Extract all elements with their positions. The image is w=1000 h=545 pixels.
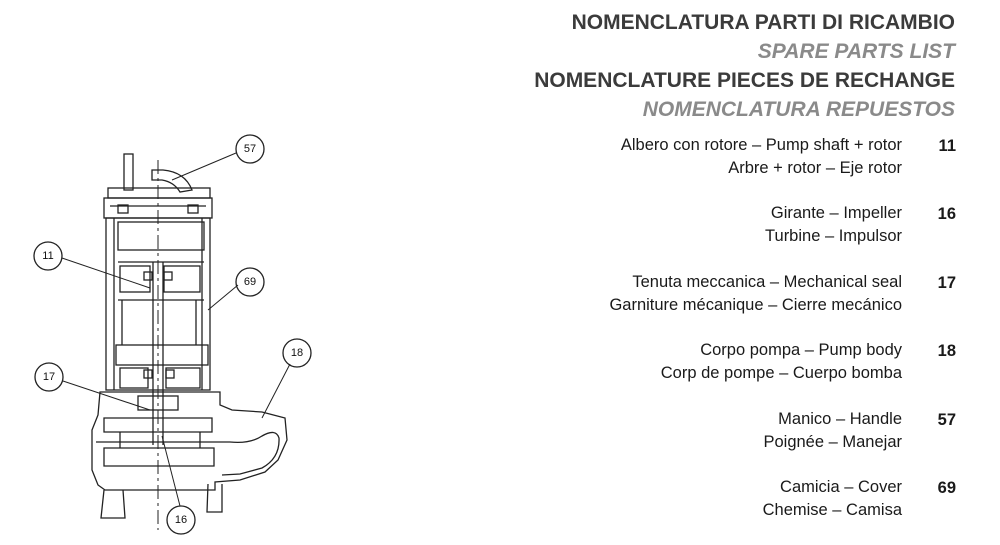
part-description [763, 476, 902, 522]
part-description-line1: Camicia – Cover [780, 477, 902, 496]
part-description-line2: Arbre + rotor – Eje rotor [728, 159, 902, 177]
title-italian: NOMENCLATURA PARTI DI RICAMBIO [571, 11, 955, 34]
part-description-line2: Corp de pompe – Cuerpo bomba [660, 364, 902, 383]
callout-11: 11 [42, 250, 54, 262]
part-description-line1: Manico – Handle [778, 409, 902, 428]
part-description-line2: Poignée – Manejar [763, 432, 902, 451]
part-item [480, 339, 960, 407]
part-description [609, 271, 902, 317]
part-description-line1: Tenuta meccanica – Mechanical seal [632, 272, 902, 291]
callout-57: 57 [243, 143, 257, 155]
parts-list [480, 134, 960, 544]
callout-69: 69 [243, 276, 257, 288]
part-item [480, 408, 960, 476]
callout-18: 18 [290, 347, 304, 359]
part-number: 18 [937, 342, 956, 361]
part-number: 17 [937, 273, 956, 292]
title-spanish: NOMENCLATURA REPUESTOS [642, 98, 955, 121]
part-description-line1: Corpo pompa – Pump body [700, 341, 902, 360]
part-description-line2: Turbine – Impulsor [765, 227, 902, 246]
part-description [661, 339, 902, 385]
title-english: SPARE PARTS LIST [757, 40, 955, 63]
part-description-line2: Chemise – Camisa [762, 500, 902, 519]
callout-16: 16 [174, 514, 188, 526]
pump-cross-section-drawing [0, 0, 330, 545]
part-description [763, 408, 902, 454]
part-number: 57 [937, 410, 956, 429]
title-french: NOMENCLATURE PIECES DE RECHANGE [534, 69, 955, 92]
part-number: 16 [937, 205, 956, 224]
part-item [480, 271, 960, 339]
part-description-line1: Girante – Impeller [770, 204, 902, 223]
part-description-line1: Albero con rotore – Pump shaft + rotor [620, 136, 902, 154]
callout-17: 17 [42, 371, 56, 383]
part-description [765, 202, 902, 248]
title-block [534, 8, 955, 124]
part-description-line2: Garniture mécanique – Cierre mecánico [609, 295, 902, 314]
pump-feet [101, 484, 222, 518]
part-item [480, 202, 960, 270]
pump-body [92, 392, 287, 490]
part-number: 69 [937, 478, 956, 497]
part-item [480, 476, 960, 544]
part-number: 11 [938, 137, 956, 155]
part-item [480, 134, 960, 202]
part-description [621, 134, 902, 180]
